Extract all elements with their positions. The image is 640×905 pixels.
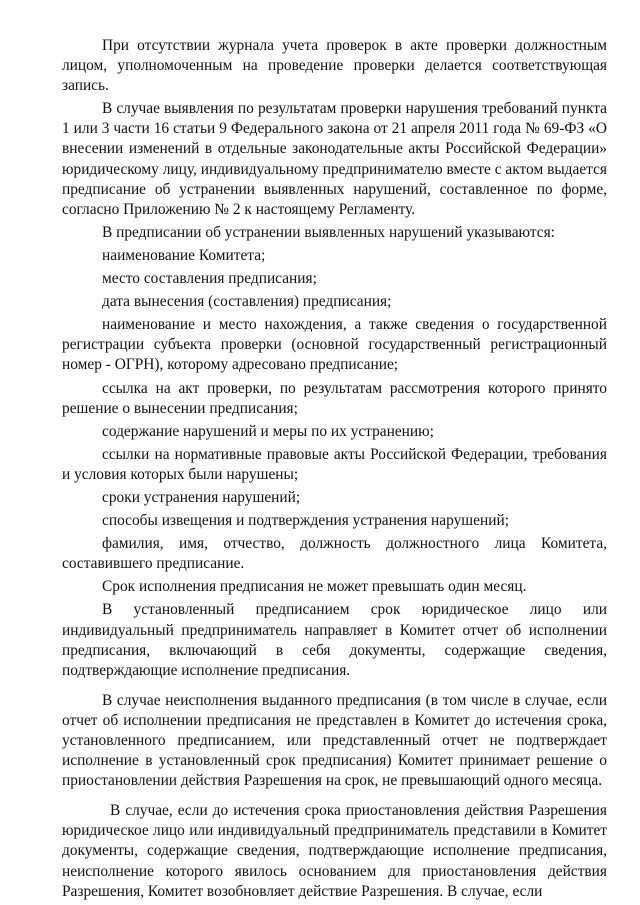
list-item-act-reference: ссылка на акт проверки, по результатам рассмотрения которого принято решение о вынесении предписания;: [62, 379, 607, 417]
paragraph-execution-report: В установленный предписанием срок юридическое лицо или индивидуальный предприниматель направляет в Комитет отчет об исполнении предписания, включающий в себя документы, содержащие сведения, подтверждающие исполнение предписания.: [62, 601, 607, 679]
paragraph-violation-detected: В случае выявления по результатам проверки нарушения требований пункта 1 или 3 части 16 статьи 9 Федерального закона от 21 апреля 2011 года № 69-ФЗ «О внесении изменений в отдельные законодательные акты Российской Федерации» юридическому лицу, индивидуальному предпринимателю вместе с актом выдается предписание об устранении выявленных нарушений, составленное по форме, согласно Приложению № 2 к настоящему Регламенту.: [62, 100, 607, 218]
paragraph-journal-absence: При отсутствии журнала учета проверок в акте проверки должностным лицом, уполномоченным на проведение проверки делается соответствующая запись.: [62, 37, 607, 95]
list-item-notification-methods: способы извещения и подтверждения устранения нарушений;: [102, 512, 509, 530]
list-item-date: дата вынесения (составления) предписания;: [102, 293, 392, 311]
list-item-violations-content: содержание нарушений и меры по их устранению;: [102, 422, 434, 440]
list-item-subject-details: наименование и место нахождения, а также сведения о государственной регистрации субъекта проверки (основной государственный регистрационный номер - ОГРН), которому адресовано предписание;: [62, 316, 607, 374]
list-item-official-name: фамилия, имя, отчество, должность должностного лица Комитета, составившего предписание.: [62, 535, 607, 573]
paragraph-execution-term: Срок исполнения предписания не может превышать один месяц.: [102, 578, 527, 596]
document-page: [62, 36, 607, 902]
paragraph-prescription-contents-intro: В предписании об устранении выявленных нарушений указываются:: [102, 223, 555, 241]
list-item-committee-name: наименование Комитета;: [102, 246, 266, 264]
paragraph-resumption: В случае, если до истечения срока приостановления действия Разрешения юридическое лицо или индивидуальный предприниматель представили в Комитет документы, содержащие сведения, подтверждающие исполнение предписания, неисполнение которого явилось основанием для приостановления действия Разрешения, Комитет возобновляет действие Разрешения. В случае, если: [62, 802, 607, 900]
list-item-deadlines: сроки устранения нарушений;: [102, 488, 301, 506]
paragraph-non-execution: В случае неисполнения выданного предписания (в том числе в случае, если отчет об исполнении предписания не представлен в Комитет до истечения срока, установленного предписанием, или представленный отчет не подтверждает исполнение в установленный срок предписания) Комитет принимает решение о приостановлении действия Разрешения на срок, не превышающий одного месяца.: [62, 691, 607, 790]
list-item-place: место составления предписания;: [102, 270, 317, 288]
list-item-legal-references: ссылки на нормативные правовые акты Российской Федерации, требования и условия которых были нарушены;: [62, 445, 607, 483]
